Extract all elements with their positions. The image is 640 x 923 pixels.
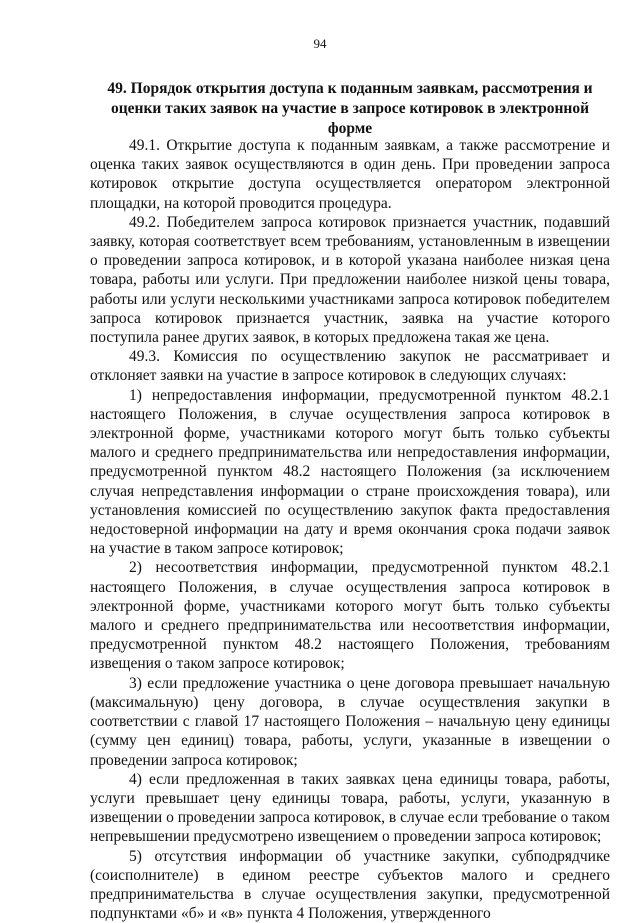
- section-body: [90, 136, 610, 923]
- page-number: 94: [313, 36, 327, 51]
- list-item-3: 3) если предложение участника о цене договора превышает начальную (максимальную) цену договора, в случае осуществления закупки в соответствии с главой 17 настоящего Положения – начальную цену единицы (сумму цен единиц) товара, работы, услуги, указанные в извещении о проведении запроса котировок;: [90, 674, 610, 769]
- list-item-1: 1) непредоставления информации, предусмотренной пунктом 48.2.1 настоящего Положения, в случае осуществления запроса котировок в электронной форме, участниками которого могут быть только субъекты малого и среднего предпринимательства или непредоставления информации, предусмотренной пунктом 48.2 настоящего Положения (за исключением случая непредставления информации о стране происхождения товара), или установления комиссией по осуществлению закупок факта предоставления недостоверной информации на дату и время окончания срока подачи заявок на участие в таком запросе котировок;: [90, 386, 610, 558]
- paragraph-49-1: 49.1. Открытие доступа к поданным заявкам, а также рассмотрение и оценка таких заявок осуществляются в один день. При проведении запроса котировок открытие доступа осуществляется оператором электронной площадки, на которой проводится процедура.: [90, 137, 610, 212]
- paragraph-49-2: 49.2. Победителем запроса котировок признается участник, подавший заявку, которая соответствует всем требованиям, установленным в извещении о проведении запроса котировок, и в которой указана наиболее низкая цена товара, работы или услуги. При предложении наиболее низкой цены товара, работы или услуги несколькими участниками запроса котировок победителем запроса котировок признается участник, заявка на участие которого поступила ранее других заявок, в которых предложена такая же цена.: [90, 213, 610, 347]
- section-heading: 49. Порядок открытия доступа к поданным заявкам, рассмотрения и оценки таких заявок на участие в запросе котировок в электронной форме: [107, 80, 593, 137]
- paragraph-49-3: 49.3. Комиссия по осуществлению закупок не рассматривает и отклоняет заявки на участие в запросе котировок в следующих случаях:: [90, 348, 610, 385]
- list-item-4: 4) если предложенная в таких заявках цена единицы товара, работы, услуги превышает цену единицы товара, работы, услуги, указанную в извещении о проведении запроса котировок, в случае если требование о таком непревышении предусмотрено извещением о проведении запроса котировок;: [90, 770, 610, 846]
- list-item-2: 2) несоответствия информации, предусмотренной пунктом 48.2.1 настоящего Положения, в случае осуществления запроса котировок в электронной форме, участниками которого могут быть только субъекты малого и среднего предпринимательства или несоответствия информации, предусмотренной пунктом 48.2 настоящего Положения, требованиям извещения о таком запросе котировок;: [90, 559, 610, 673]
- list-item-5: 5) отсутствия информации об участнике закупки, субподрядчике (соисполнителе) в едином реестре субъектов малого и среднего предпринимательства в случае осуществления закупки, предусмотренной подпунктами «б» и «в» пункта 4 Положения, утвержденного: [90, 847, 610, 923]
